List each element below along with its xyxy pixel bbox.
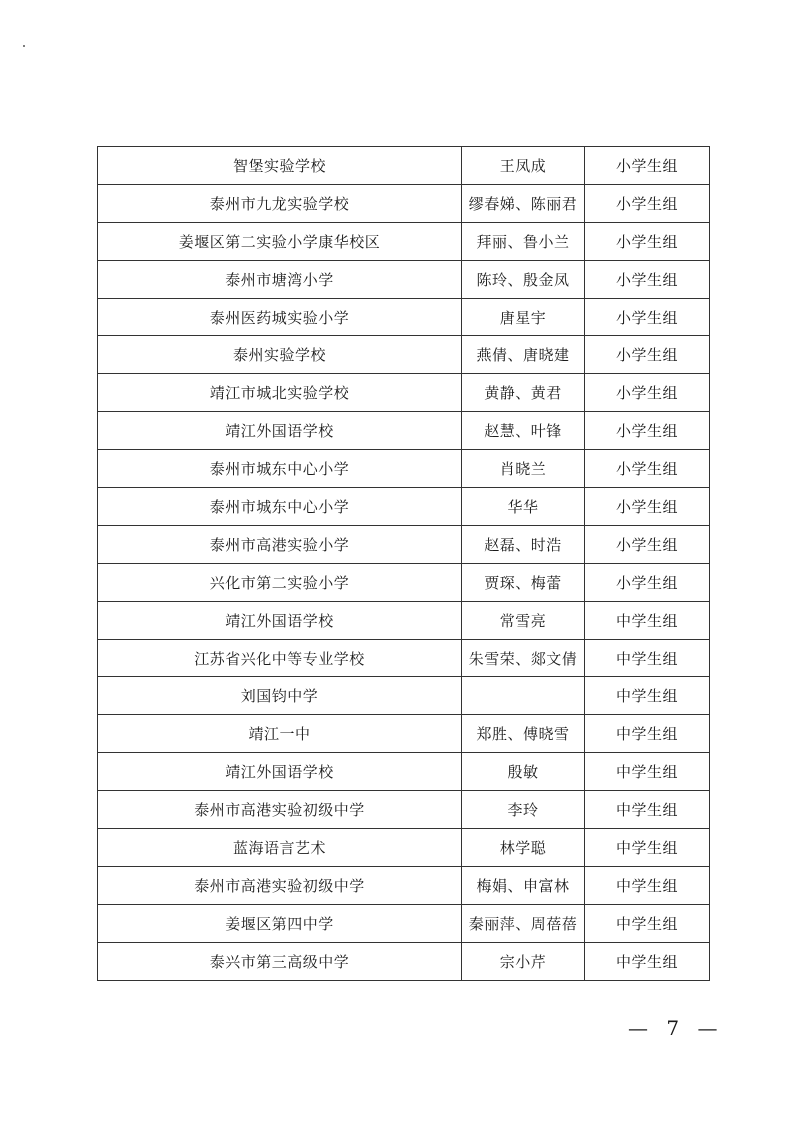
school-cell: 靖江外国语学校 [98,753,462,791]
school-cell: 泰州市城东中心小学 [98,450,462,488]
school-cell: 靖江外国语学校 [98,601,462,639]
group-cell: 小学生组 [585,563,710,601]
table-row [98,942,710,980]
table-row [98,412,710,450]
teacher-cell: 贾琛、梅蕾 [462,563,585,601]
scan-speck [23,45,25,47]
group-cell: 小学生组 [585,488,710,526]
school-cell: 泰州市城东中心小学 [98,488,462,526]
table-row [98,222,710,260]
school-cell: 泰州医药城实验小学 [98,298,462,336]
table-row [98,639,710,677]
teacher-cell: 常雪亮 [462,601,585,639]
school-cell: 刘国钧中学 [98,677,462,715]
group-cell: 中学生组 [585,829,710,867]
table-row [98,677,710,715]
teacher-cell: 梅娟、申富林 [462,866,585,904]
teacher-cell: 郑胜、傅晓雪 [462,715,585,753]
school-cell: 兴化市第二实验小学 [98,563,462,601]
school-cell: 靖江外国语学校 [98,412,462,450]
school-cell: 泰州市塘湾小学 [98,260,462,298]
teacher-cell: 缪春娣、陈丽君 [462,184,585,222]
group-cell: 中学生组 [585,942,710,980]
table-row [98,791,710,829]
teacher-cell [462,677,585,715]
group-cell: 中学生组 [585,753,710,791]
group-cell: 小学生组 [585,374,710,412]
school-cell: 泰兴市第三高级中学 [98,942,462,980]
teacher-cell: 拜丽、鲁小兰 [462,222,585,260]
page-number: — 7 — [628,1016,724,1040]
group-cell: 中学生组 [585,791,710,829]
group-cell: 中学生组 [585,677,710,715]
group-cell: 小学生组 [585,184,710,222]
group-cell: 中学生组 [585,904,710,942]
school-cell: 泰州市高港实验初级中学 [98,866,462,904]
table-row [98,601,710,639]
table-row [98,298,710,336]
group-cell: 小学生组 [585,298,710,336]
table-row [98,563,710,601]
group-cell: 小学生组 [585,412,710,450]
school-cell: 蓝海语言艺术 [98,829,462,867]
teacher-cell: 黄静、黄君 [462,374,585,412]
award-table-body [98,147,710,981]
teacher-cell: 肖晓兰 [462,450,585,488]
school-cell: 泰州市高港实验小学 [98,525,462,563]
award-table [97,146,710,981]
table-row [98,715,710,753]
group-cell: 小学生组 [585,450,710,488]
teacher-cell: 李玲 [462,791,585,829]
school-cell: 靖江市城北实验学校 [98,374,462,412]
school-cell: 江苏省兴化中等专业学校 [98,639,462,677]
group-cell: 中学生组 [585,601,710,639]
table-row [98,184,710,222]
table-row [98,260,710,298]
table-row [98,866,710,904]
teacher-cell: 秦丽萍、周蓓蓓 [462,904,585,942]
table-row [98,450,710,488]
group-cell: 中学生组 [585,715,710,753]
school-cell: 智堡实验学校 [98,147,462,185]
teacher-cell: 燕倩、唐晓建 [462,336,585,374]
teacher-cell: 林学聪 [462,829,585,867]
table-row [98,753,710,791]
teacher-cell: 朱雪荣、郯文倩 [462,639,585,677]
school-cell: 靖江一中 [98,715,462,753]
group-cell: 小学生组 [585,260,710,298]
table-row [98,829,710,867]
table-row [98,336,710,374]
group-cell: 小学生组 [585,147,710,185]
table-row [98,525,710,563]
teacher-cell: 陈玲、殷金凤 [462,260,585,298]
school-cell: 泰州市高港实验初级中学 [98,791,462,829]
table-row [98,147,710,185]
teacher-cell: 赵磊、时浩 [462,525,585,563]
school-cell: 姜堰区第二实验小学康华校区 [98,222,462,260]
table-row [98,488,710,526]
teacher-cell: 赵慧、叶锋 [462,412,585,450]
school-cell: 姜堰区第四中学 [98,904,462,942]
group-cell: 中学生组 [585,639,710,677]
group-cell: 小学生组 [585,525,710,563]
teacher-cell: 华华 [462,488,585,526]
school-cell: 泰州市九龙实验学校 [98,184,462,222]
teacher-cell: 殷敏 [462,753,585,791]
teacher-cell: 宗小芹 [462,942,585,980]
table-row [98,374,710,412]
group-cell: 中学生组 [585,866,710,904]
teacher-cell: 王凤成 [462,147,585,185]
group-cell: 小学生组 [585,336,710,374]
teacher-cell: 唐星宇 [462,298,585,336]
table-row [98,904,710,942]
school-cell: 泰州实验学校 [98,336,462,374]
group-cell: 小学生组 [585,222,710,260]
